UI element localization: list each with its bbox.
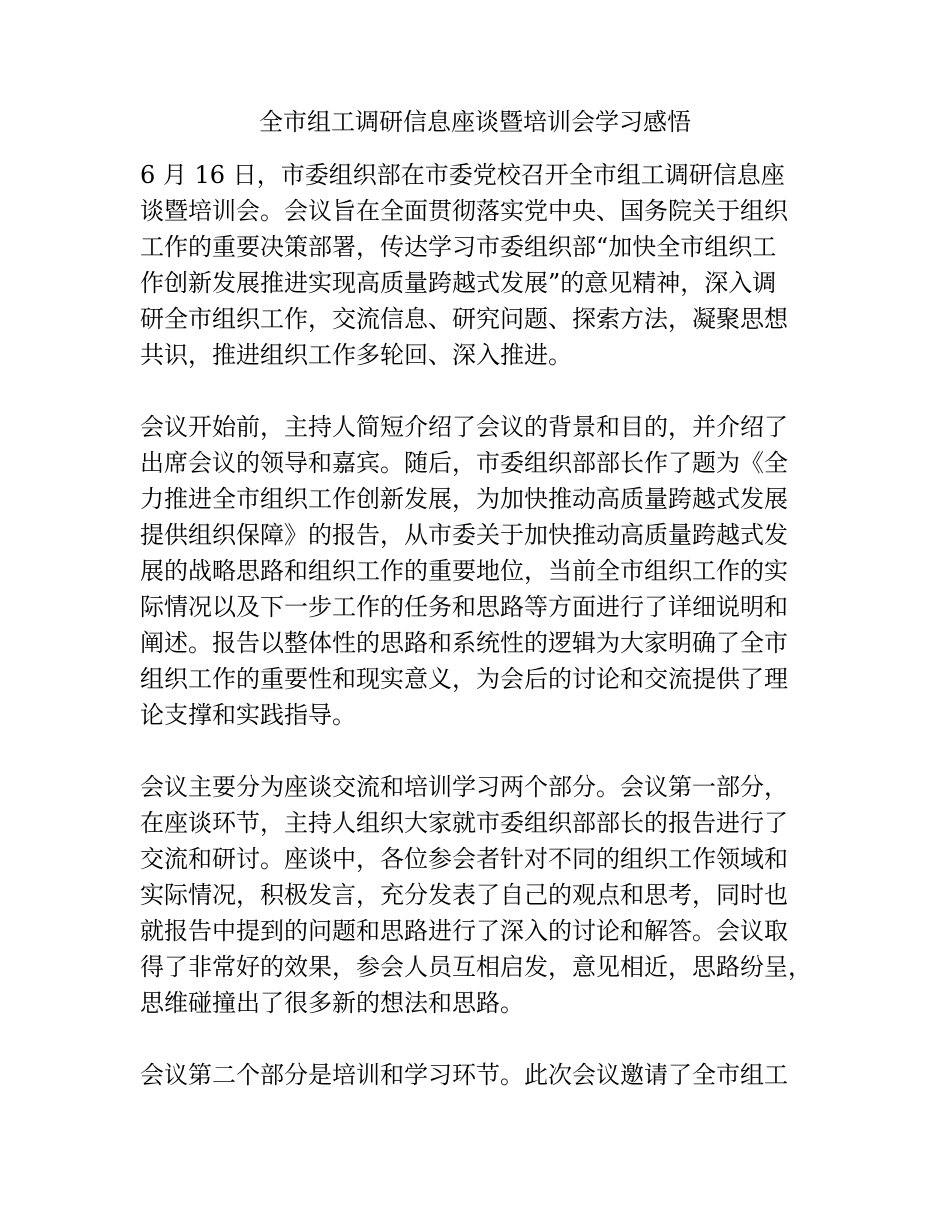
paragraph: [140, 409, 830, 733]
paragraph: [140, 1057, 830, 1093]
paragraph-line: 阐述。报告以整体性的思路和系统性的逻辑为大家明确了全市: [140, 629, 788, 657]
paragraph-line: 思维碰撞出了很多新的想法和思路。: [140, 989, 524, 1017]
paragraph-line: 提供组织保障》的报告，从市委关于加快推动高质量跨越式发: [140, 521, 788, 549]
paragraph-line: 会议第二个部分是培训和学习环节。此次会议邀请了全市组工: [140, 1061, 788, 1089]
paragraph-line: 谈暨培训会。会议旨在全面贯彻落实党中央、国务院关于组织: [140, 197, 788, 225]
paragraph-line: 共识，推进组织工作多轮回、深入推进。: [140, 341, 572, 369]
paragraph-line: 作创新发展推进实现高质量跨越式发展”的意见精神，深入调: [140, 269, 777, 297]
paragraph-line: 交流和研讨。座谈中，各位参会者针对不同的组织工作领域和: [140, 845, 788, 873]
paragraph-line: 论支撑和实践指导。: [140, 701, 356, 729]
paragraph-line: 实际情况，积极发言，充分发表了自己的观点和思考，同时也: [140, 881, 788, 909]
paragraph-line: 力推进全市组织工作创新发展，为加快推动高质量跨越式发展: [140, 485, 788, 513]
paragraph-line: 际情况以及下一步工作的任务和思路等方面进行了详细说明和: [140, 593, 788, 621]
paragraph-line: 会议主要分为座谈交流和培训学习两个部分。会议第一部分，: [140, 773, 788, 801]
paragraph-line: 出席会议的领导和嘉宾。随后，市委组织部部长作了题为《全: [140, 449, 788, 477]
paragraph-line: 在座谈环节，主持人组织大家就市委组织部部长的报告进行了: [140, 809, 788, 837]
paragraph-line: 研全市组织工作，交流信息、研究问题、探索方法，凝聚思想: [140, 305, 788, 333]
document-body: [140, 157, 830, 1129]
paragraph-line: 会议开始前，主持人简短介绍了会议的背景和目的，并介绍了: [140, 413, 788, 441]
paragraph: [140, 769, 830, 1021]
paragraph-line: 就报告中提到的问题和思路进行了深入的讨论和解答。会议取: [140, 917, 788, 945]
paragraph-line: 展的战略思路和组织工作的重要地位，当前全市组织工作的实: [140, 557, 788, 585]
paragraph-line: 得了非常好的效果，参会人员互相启发，意见相近，思路纷呈，: [140, 953, 812, 981]
paragraph-line: 组织工作的重要性和现实意义，为会后的讨论和交流提供了理: [140, 665, 788, 693]
paragraph-line: 6 月 16 日，市委组织部在市委党校召开全市组工调研信息座: [140, 161, 785, 189]
paragraph-line: 工作的重要决策部署，传达学习市委组织部“加快全市组织工: [140, 233, 777, 261]
paragraph: [140, 157, 830, 373]
document-title: 全市组工调研信息座谈暨培训会学习感悟: [259, 108, 691, 136]
